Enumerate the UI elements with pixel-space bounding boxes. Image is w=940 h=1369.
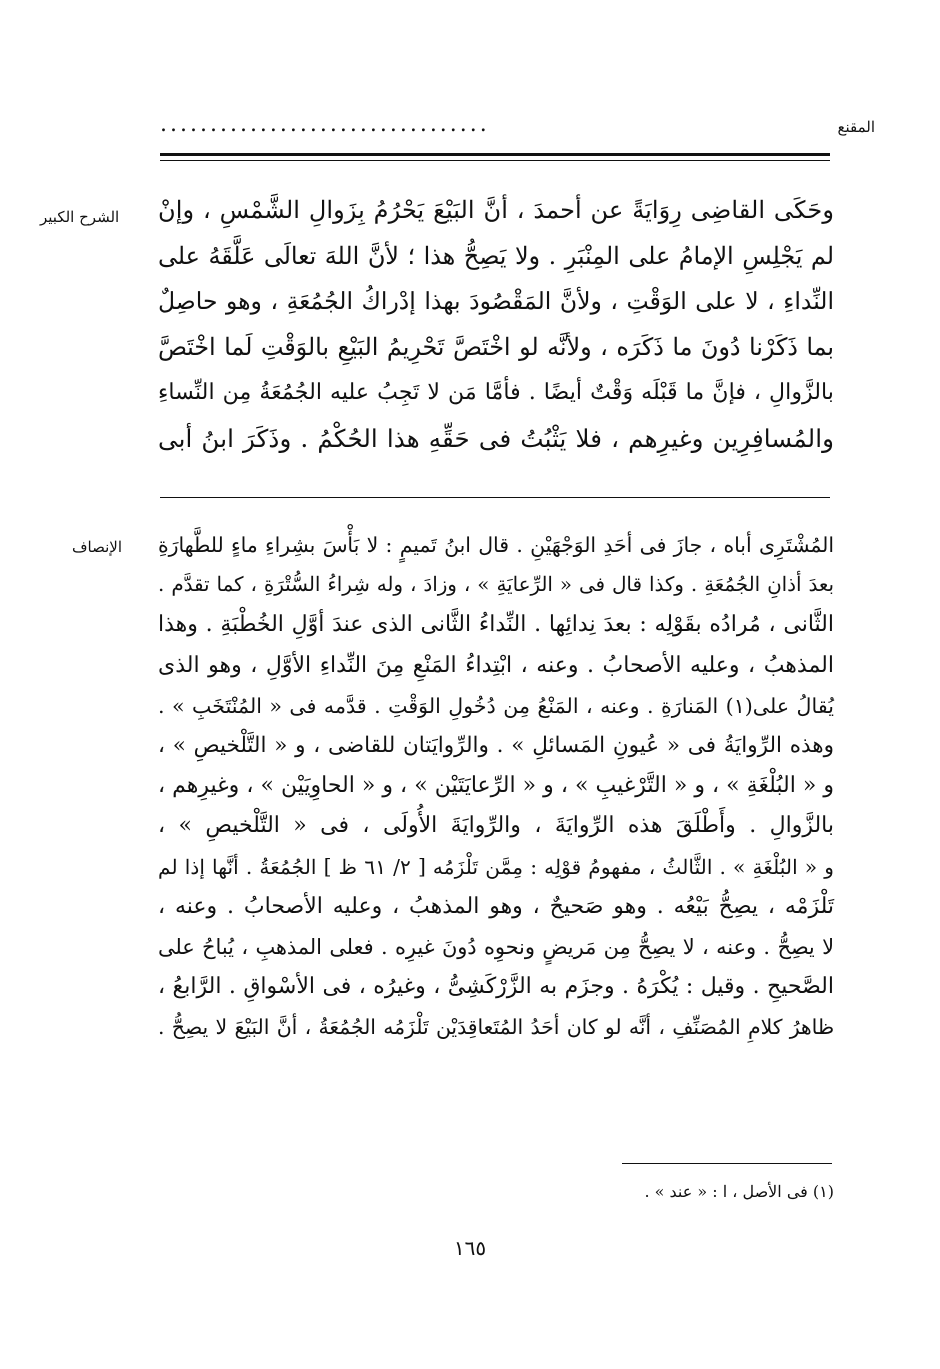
insaf-label: الإنصاف: [72, 538, 123, 556]
insaf-line: المذهبُ ، وعليه الأصحابُ . وعنه ، ابْتِداءُ المَنْعِ مِنَ النِّداءِ الأوَّلِ ، وهو الذى: [158, 652, 834, 678]
insaf-line: و « البُلْغَةِ » ، و « التَّرْغيبِ » ، و « الرِّعايَتَيْن » ، و « الحاوِيَيْن » ، وغيرِهم ،: [158, 773, 834, 799]
section-divider: [160, 497, 830, 498]
sharh-line: بما ذَكَرْنا دُونَ ما ذَكَرَه ، ولأنَّه لو اخْتَصَّ تَحْرِيمُ البَيْعِ بالوَقْتِ لَما اخْتَصَّ: [158, 332, 834, 361]
insaf-line: بالزَّوالِ . وأَطْلَقَ هذه الرِّوايَةَ ، والرِّوايَةَ الأُولَى ، فى « التَّلْخيصِ » ،: [158, 813, 834, 839]
insaf-line: المُشْتَرِى أباه ، جازَ فى أحَدِ الوَجْهَيْنِ . قال ابنُ تَميمٍ : لا بَأْسَ بشِراءِ ماءٍ للطَّهارَةِ: [158, 533, 834, 557]
insaf-text: [158, 525, 834, 1048]
sharh-line: لم يَجْلِسِ الإمامُ على المِنْبَرِ . ولا يَصِحُّ هذا ؛ لأنَّ اللهَ تعالَى عَلَّقَهُ على: [158, 241, 834, 270]
sharh-label: الشرح الكبير: [40, 208, 120, 226]
header-dots: .................................: [160, 112, 490, 137]
footnote: (١) فى الأصل ، ا : « عند » .: [644, 1182, 834, 1201]
page-number: ١٦٥: [453, 1236, 487, 1260]
sharh-line: بالزَّوالِ ، فإنَّ ما قَبْلَه وَقْتٌ أيضًا . فأمَّا مَن لا تَجِبُ عليه الجُمُعَةُ مِن النِّساءِ: [158, 379, 834, 405]
header-rule-thin: [160, 160, 830, 161]
sharh-line: وحَكَى القاضِى رِوَايَةً عن أحمدَ ، أنَّ البَيْعَ يَحْرُمُ بِزَوالِ الشَّمْسِ ، وإنْ: [158, 196, 834, 224]
insaf-line: لا يصِحُّ . وعنه ، لا يصِحُّ مِن مَريضٍ ونحوِه دُونَ غيرِه . فعلى المذهبِ ، يُباحُ على: [158, 935, 834, 960]
insaf-line: وهذه الرِّوايَةُ فى « عُيونِ المَسائلِ » . والرِّوايَتان للقاضى ، و « التَّلْخيصِ » ،: [158, 733, 834, 759]
running-header: [160, 112, 875, 142]
insaf-line: يُقالُ على(١) المَنارَةِ . وعنه ، المَنْعُ مِن دُخُولِ الوَقْتِ . قدَّمه فى « المُنْتَخَبِ » .: [158, 693, 834, 718]
sharh-line: والمُسافِرِين وغيرِهم ، فلا يَثْبُتُ فى حَقِّهِ هذا الحُكْمُ . وذَكَرَ ابنُ أبى: [158, 423, 834, 453]
footnote-rule: [622, 1163, 832, 1164]
insaf-line: تَلْزَمْه ، يصِحُّ بَيْعُه . وهو صَحيحٌ ، وهو المذهبُ ، وعليه الأصحابُ . وعنه ،: [158, 893, 834, 919]
book-title: المقنع: [837, 118, 875, 136]
insaf-line: الثَّانى ، مُرادُه بقَوْلِه : بعدَ نِدائِها . النِّداءُ الثَّانى الذى عندَ أوَّلِ الخُطْبَةِ . وهذا: [158, 612, 834, 638]
insaf-line: ظاهرُ كلامِ المُصَنِّفِ ، أنَّه لو كان أحَدُ المُتَعاقِدَيْن تَلْزَمُه الجُمُعَةُ ، أنَّ البَيْعَ لا يصِحُّ .: [158, 1015, 834, 1040]
sharh-line: النِّداءِ ، لا على الوَقْتِ ، ولأنَّ المَقْصُودَ بهذا إدْراكُ الجُمُعَةِ ، وهو حاصِلٌ: [158, 287, 834, 315]
insaf-line: و « البُلْغَةِ » . الثَّالثُ ، مفهومُ قوْلِه : مِمَّن تَلْزَمُه [ ٢/ ٦١ ظ ] الجُمُعَةُ . أنَّها إذا لم: [158, 854, 835, 879]
insaf-line: الصَّحيحِ . وقيل : يُكْرَهُ . وجزَم به الزَّرْكَشِىُّ ، وغيرُه ، فى الأسْواقِ . الرَّابعُ ،: [158, 974, 834, 1000]
insaf-line: بعدَ أذانِ الجُمُعَةِ . وكذا قال فى « الرِّعايَةِ » ، وزادَ ، وله شِراءُ السُّتْرَةِ ، كما تقدَّم .: [158, 573, 834, 597]
header-rule: [160, 153, 830, 156]
sharh-text: [158, 188, 834, 461]
